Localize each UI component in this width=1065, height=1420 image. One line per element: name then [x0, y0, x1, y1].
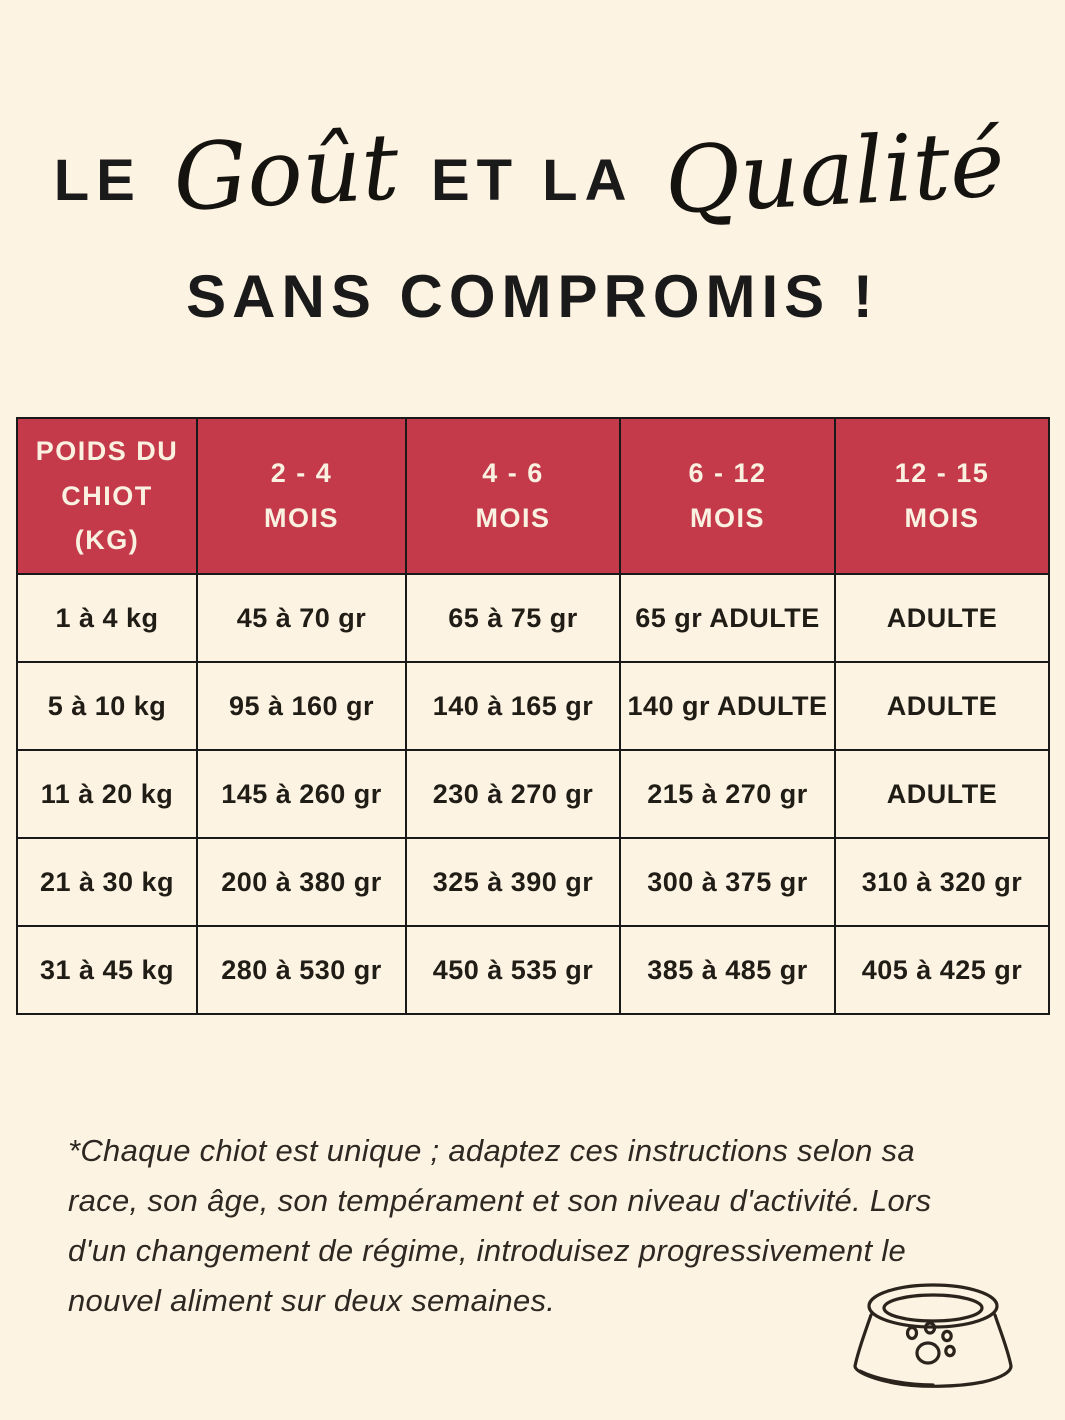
title-word-gout: Goût	[170, 113, 402, 232]
feeding-table-body	[17, 574, 1049, 1014]
table-cell: 385 à 485 gr	[620, 926, 835, 1014]
table-row	[17, 926, 1049, 1014]
footnote-line: d'un changement de régime, introduisez progressivement le	[68, 1233, 907, 1268]
page-title	[0, 100, 1065, 331]
title-word-qualite: Qualité	[662, 110, 1008, 235]
header-row	[17, 418, 1049, 574]
footnote-line: *Chaque chiot est unique ; adaptez ces instructions selon sa	[68, 1133, 915, 1168]
table-cell: 310 à 320 gr	[835, 838, 1049, 926]
table-cell: 325 à 390 gr	[406, 838, 620, 926]
table-header-cell: 4 - 6 MOIS	[406, 418, 620, 574]
title-line-2: SANS COMPROMIS !	[186, 263, 879, 330]
feeding-table-header	[17, 418, 1049, 574]
footnote-line: nouvel aliment sur deux semaines.	[68, 1283, 556, 1318]
table-row	[17, 838, 1049, 926]
table-header-cell: 12 - 15 MOIS	[835, 418, 1049, 574]
table-cell: 45 à 70 gr	[197, 574, 406, 662]
table-cell: 11 à 20 kg	[17, 750, 197, 838]
table-cell: 405 à 425 gr	[835, 926, 1049, 1014]
table-row	[17, 662, 1049, 750]
table-cell: 21 à 30 kg	[17, 838, 197, 926]
dog-bowl-icon	[848, 1276, 1018, 1398]
table-cell: 65 gr ADULTE	[620, 574, 835, 662]
table-header-cell: POIDS DU CHIOT (KG)	[17, 418, 197, 574]
table-cell: ADULTE	[835, 662, 1049, 750]
table-header-cell: 2 - 4 MOIS	[197, 418, 406, 574]
table-cell: 145 à 260 gr	[197, 750, 406, 838]
table-cell: 280 à 530 gr	[197, 926, 406, 1014]
table-cell: 1 à 4 kg	[17, 574, 197, 662]
table-cell: 95 à 160 gr	[197, 662, 406, 750]
table-cell: 300 à 375 gr	[620, 838, 835, 926]
title-line-1	[0, 100, 1065, 260]
table-cell: 450 à 535 gr	[406, 926, 620, 1014]
table-cell: 31 à 45 kg	[17, 926, 197, 1014]
footnote-line: race, son âge, son tempérament et son niveau d'activité. Lors	[68, 1183, 932, 1218]
table-cell: 140 gr ADULTE	[620, 662, 835, 750]
feeding-table	[16, 417, 1050, 1015]
table-cell: 200 à 380 gr	[197, 838, 406, 926]
table-header-cell: 6 - 12 MOIS	[620, 418, 835, 574]
table-row	[17, 750, 1049, 838]
title-word-le: LE	[53, 147, 142, 213]
table-cell: 230 à 270 gr	[406, 750, 620, 838]
table-cell: 215 à 270 gr	[620, 750, 835, 838]
table-cell: ADULTE	[835, 574, 1049, 662]
table-cell: ADULTE	[835, 750, 1049, 838]
table-cell: 65 à 75 gr	[406, 574, 620, 662]
title-word-et-la: ET LA	[430, 147, 634, 213]
table-row	[17, 574, 1049, 662]
table-cell: 5 à 10 kg	[17, 662, 197, 750]
table-cell: 140 à 165 gr	[406, 662, 620, 750]
